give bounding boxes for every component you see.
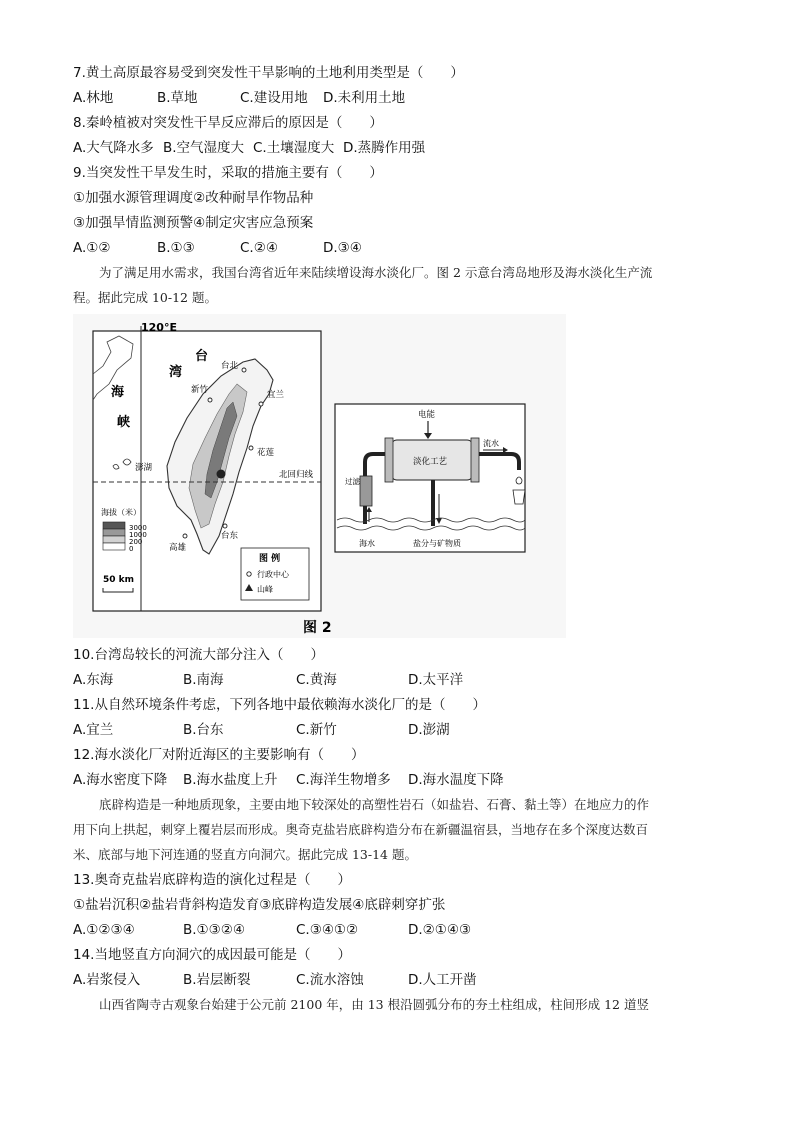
- elevation-swatch-0: [103, 543, 125, 550]
- q8-stem: 8.秦岭植被对突发性干旱反应滞后的原因是（ ）: [73, 115, 383, 131]
- q11-option-b: B.台东: [183, 722, 224, 738]
- q12-option-a: A.海水密度下降: [73, 772, 168, 788]
- q7-option-a: A.林地: [73, 90, 114, 106]
- scale-label: 50 km: [103, 575, 135, 585]
- figure-2-svg: [73, 314, 566, 638]
- q11-option-c: C.新竹: [296, 722, 337, 738]
- outflow-label: 流水: [483, 439, 499, 448]
- q9-stem: 9.当突发性干旱发生时，采取的措施主要有（ ）: [73, 165, 383, 181]
- map-legend-title: 图 例: [259, 554, 281, 564]
- q11-option-d: D.澎湖: [408, 722, 450, 738]
- city-marker-taitung: [223, 524, 227, 528]
- elevation-value-200: 200: [129, 538, 143, 546]
- city-label-kaohsiung: 高雄: [169, 543, 187, 553]
- elevation-swatch-200: [103, 536, 125, 543]
- filter-label: 过滤: [345, 477, 360, 486]
- q14-option-b: B.岩层断裂: [183, 972, 251, 988]
- q13-option-b: B.①③②④: [183, 922, 245, 938]
- city-label-penghu: 澎湖: [135, 463, 153, 473]
- q14-option-a: A.岩浆侵入: [73, 972, 141, 988]
- legend-admin-center-icon: [247, 572, 251, 576]
- passage-desalination-line1: 为了满足用水需求，我国台湾省近年来陆续增设海水淡化厂。图 2 示意台湾岛地形及海水淡化生产流: [99, 265, 653, 280]
- q12-stem: 12.海水淡化厂对附近海区的主要影响有（ ）: [73, 747, 365, 763]
- q9-option-c: C.②④: [240, 240, 278, 256]
- cup-icon: [513, 490, 525, 504]
- strait-char-2: 湾: [169, 365, 183, 380]
- city-marker-kaohsiung: [183, 534, 187, 538]
- elevation-value-1000: 1000: [129, 531, 147, 539]
- city-label-taipei: 台北: [221, 361, 239, 371]
- filter-block: [360, 476, 372, 506]
- q12-option-c: C.海洋生物增多: [296, 772, 391, 788]
- q13-option-a: A.①②③④: [73, 922, 135, 938]
- q14-option-d: D.人工开凿: [408, 972, 477, 988]
- city-label-hsinchu: 新竹: [191, 385, 209, 395]
- q8-option-d: D.蒸腾作用强: [343, 140, 426, 156]
- tropic-label: 北回归线: [279, 470, 314, 480]
- q7-stem: 7.黄土高原最容易受到突发性干旱影响的土地利用类型是（ ）: [73, 65, 464, 81]
- passage-diapir-line1: 底辟构造是一种地质现象，主要由地下较深处的高塑性岩石（如盐岩、石膏、黏土等）在地应力的作: [99, 797, 650, 812]
- city-label-taitung: 台东: [221, 531, 239, 541]
- q13-stem: 13.奥奇克盐岩底辟构造的演化过程是（ ）: [73, 872, 351, 888]
- passage-observatory: [73, 992, 721, 1017]
- q10-option-a: A.东海: [73, 672, 114, 688]
- q9-items-line1: ①加强水源管理调度②改种耐旱作物品种: [73, 190, 314, 206]
- seawater-label: 海水: [359, 539, 375, 548]
- strait-char-3: 海: [111, 385, 125, 400]
- q13-option-c: C.③④①②: [296, 922, 359, 938]
- mountain-peak-mark: [217, 470, 226, 479]
- passage-diapir-line2: 用下向上拱起，刺穿上覆岩层而形成。奥奇克盐岩底辟构造分布在新疆温宿县，当地存在多个深度达数百: [73, 822, 649, 837]
- q10-option-d: D.太平洋: [408, 672, 464, 688]
- passage-desalination: [73, 260, 721, 310]
- q10-option-b: B.南海: [183, 672, 224, 688]
- q8-option-c: C.土壤湿度大: [253, 140, 335, 156]
- elevation-swatch-3000: [103, 522, 125, 529]
- water-drop-icon: [516, 477, 522, 484]
- strait-char-1: 台: [195, 349, 209, 364]
- q8-option-a: A.大气降水多: [73, 140, 154, 156]
- passage-diapir: [73, 792, 721, 867]
- tank-label: 淡化工艺: [413, 457, 448, 467]
- city-label-hualien: 花莲: [257, 448, 275, 458]
- q7-option-d: D.未利用土地: [323, 90, 406, 106]
- q13-option-d: D.②①④③: [408, 922, 472, 938]
- passage-diapir-line3: 米、底部与地下河连通的竖直方向洞穴。据此完成 13-14 题。: [73, 847, 417, 862]
- q9-items-line2: ③加强旱情监测预警④制定灾害应急预案: [73, 215, 314, 231]
- strait-char-4: 峡: [117, 415, 131, 430]
- elevation-value-0: 0: [129, 545, 134, 553]
- q14-stem: 14.当地竖直方向洞穴的成因最可能是（ ）: [73, 947, 351, 963]
- q13-items: ①盐岩沉积②盐岩背斜构造发育③底辟构造发展④底辟刺穿扩张: [73, 897, 446, 913]
- q10-stem: 10.台湾岛较长的河流大部分注入（ ）: [73, 647, 324, 663]
- legend-admin-center-label: 行政中心: [257, 570, 289, 579]
- figure-caption: 图 2: [303, 620, 332, 636]
- q11-stem: 11.从自然环境条件考虑，下列各地中最依赖海水淡化厂的是（ ）: [73, 697, 486, 713]
- figure-2: [73, 314, 566, 638]
- q9-option-d: D.③④: [323, 240, 362, 256]
- q11-option-a: A.宜兰: [73, 722, 114, 738]
- city-marker-taipei: [242, 368, 246, 372]
- city-marker-hualien: [249, 446, 253, 450]
- city-marker-hsinchu: [208, 398, 212, 402]
- passage-desalination-line2: 程。据此完成 10-12 题。: [73, 290, 217, 305]
- q8-option-b: B.空气湿度大: [163, 140, 245, 156]
- legend-peak-label: 山峰: [257, 585, 273, 594]
- q12-option-b: B.海水盐度上升: [183, 772, 278, 788]
- q9-option-b: B.①③: [157, 240, 195, 256]
- q7-option-c: C.建设用地: [240, 90, 308, 106]
- elevation-legend-title: 海拔（米）: [101, 508, 141, 517]
- q10-option-c: C.黄海: [296, 672, 337, 688]
- passage-observatory-line1: 山西省陶寺古观象台始建于公元前 2100 年，由 13 根沿圆弧分布的夯土柱组成，柱间形成 12 道竖: [99, 997, 649, 1012]
- elevation-value-3000: 3000: [129, 524, 147, 532]
- q14-option-c: C.流水溶蚀: [296, 972, 364, 988]
- q9-option-a: A.①②: [73, 240, 111, 256]
- q12-option-d: D.海水温度下降: [408, 772, 504, 788]
- tank-right-cap: [471, 438, 479, 482]
- elevation-swatch-1000: [103, 529, 125, 536]
- longitude-label: 120°E: [141, 321, 177, 334]
- tank-left-cap: [385, 438, 393, 482]
- city-marker-yilan: [259, 402, 263, 406]
- byproduct-label: 盐分与矿物质: [413, 539, 461, 548]
- power-label: 电能: [418, 410, 436, 420]
- city-label-yilan: 宜兰: [267, 390, 285, 400]
- q7-option-b: B.草地: [157, 90, 198, 106]
